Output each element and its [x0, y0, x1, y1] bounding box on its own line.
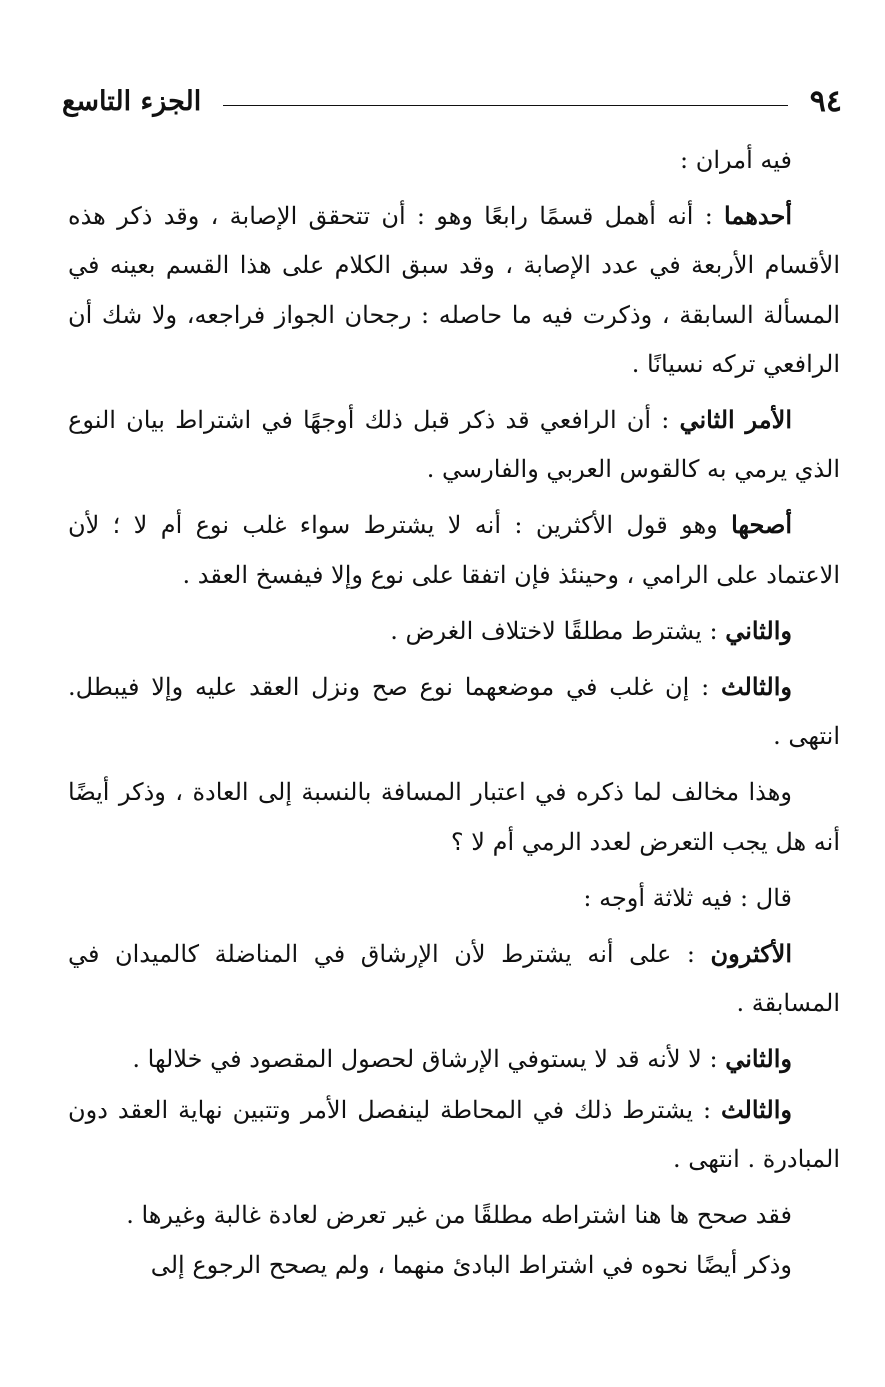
paragraph-lead: أحدهما: [724, 201, 792, 231]
paragraph: [68, 606, 840, 656]
page-header: [62, 78, 842, 124]
paragraph-text: : إن غلب في موضعهما نوع صح ونزل العقد عليه وإلا فيبطل. انتهى .: [68, 673, 840, 751]
paragraph-lead: والثالث: [720, 1094, 792, 1124]
paragraph: [68, 767, 840, 866]
paragraph: [68, 500, 840, 599]
header-rule: [223, 105, 788, 106]
paragraph-text: : يشترط ذلك في المحاطة لينفصل الأمر وتتبين نهاية العقد دون المبادرة . انتهى .: [68, 1095, 840, 1173]
body-text: [68, 135, 840, 1290]
paragraph-text: : يشترط مطلقًا لاختلاف الغرض .: [390, 616, 726, 645]
page-number: ٩٤: [809, 83, 842, 119]
paragraph: [68, 135, 840, 185]
paragraph: [68, 1240, 840, 1290]
paragraph: [68, 873, 840, 923]
paragraph-lead: الأكثرون: [710, 939, 792, 969]
paragraph-text: : على أنه يشترط لأن الإرشاق في المناضلة كالميدان في المسابقة .: [68, 940, 840, 1018]
paragraph: [68, 191, 840, 389]
paragraph-lead: والثاني: [725, 1044, 792, 1074]
paragraph-lead: والثالث: [720, 672, 792, 702]
paragraph-lead: أصحها: [731, 510, 792, 540]
paragraph: [68, 1085, 840, 1184]
running-title: الجزء التاسع: [62, 85, 202, 117]
paragraph-text: وذكر أيضًا نحوه في اشتراط البادئ منهما ، ولم يصحح الرجوع إلى: [150, 1251, 792, 1280]
paragraph: [68, 395, 840, 494]
paragraph-text: فيه أمران :: [680, 146, 792, 174]
paragraph: [68, 929, 840, 1028]
paragraph: [68, 1190, 840, 1240]
paragraph-text: وهو قول الأكثرين : أنه لا يشترط سواء غلب نوع أم لا ؛ لأن الاعتماد على الرامي ، وحينئذ فإن اتفقا على نوع وإلا فيفسخ العقد .: [68, 511, 840, 589]
paragraph-text: فقد صحح ها هنا اشتراطه مطلقًا من غير تعرض لعادة غالبة وغيرها .: [126, 1201, 792, 1230]
paragraph-text: وهذا مخالف لما ذكره في اعتبار المسافة بالنسبة إلى العادة ، وذكر أيضًا أنه هل يجب التعرض لعدد الرمي أم لا ؟: [68, 778, 840, 856]
paragraph: [68, 662, 840, 761]
paragraph-lead: الأمر الثاني: [679, 405, 792, 435]
paragraph-lead: والثاني: [725, 615, 792, 645]
paragraph-text: : أنه أهمل قسمًا رابعًا وهو : أن تتحقق الإصابة ، وقد ذكر هذه الأقسام الأربعة في عدد الإصابة ، وقد سبق الكلام على هذا القسم بعينه في المسألة السابقة ، وذكرت فيه ما حاصله : رجحان الجواز فراجعه، ولا شك أن الرافعي تركه نسيانًا .: [68, 202, 840, 378]
paragraph: [68, 1034, 840, 1084]
paragraph-text: : لا لأنه قد لا يستوفي الإرشاق لحصول المقصود في خلالها .: [132, 1045, 726, 1074]
paragraph-text: : أن الرافعي قد ذكر قبل ذلك أوجهًا في اشتراط بيان النوع الذي يرمي به كالقوس العربي والفارسي .: [68, 406, 840, 484]
paragraph-text: قال : فيه ثلاثة أوجه :: [583, 883, 792, 912]
